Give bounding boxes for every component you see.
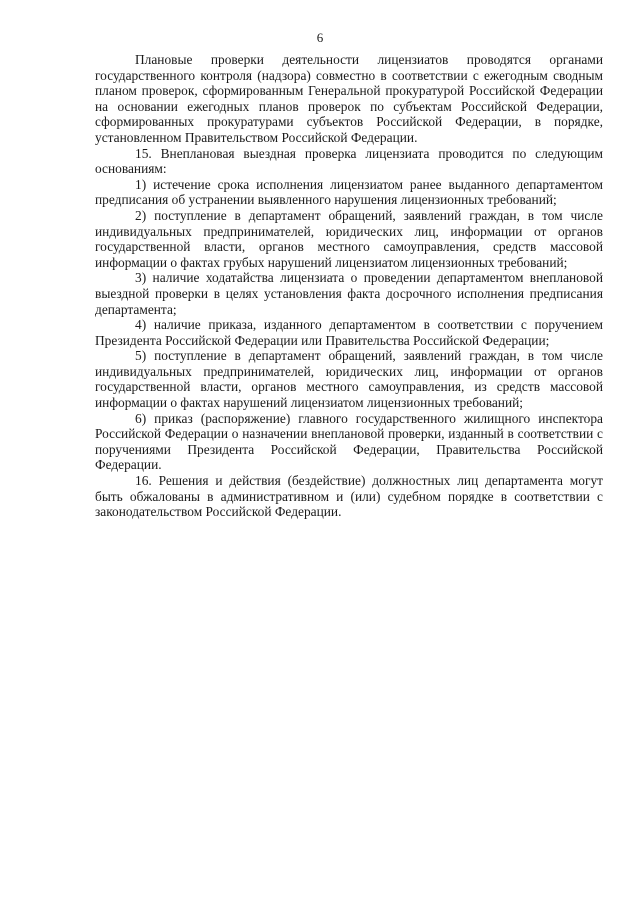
list-item-6-chief-inspector-order: 6) приказ (распоряжение) главного государственного жилищного инспектора Российской Федерации о назначении внеплановой проверки, изданный в соответствии с поручениями Президента Российской Федерации, Правительства Российской Федерации. [95,410,603,473]
document-body [95,52,603,520]
paragraph-15-unscheduled-inspection: 15. Внеплановая выездная проверка лицензиата проводится по следующим основаниям: [95,145,603,177]
list-item-4-department-order: 4) наличие приказа, изданного департаментом в соответствии с поручением Президента Российской Федерации или Правительства Российской Федерации; [95,317,603,348]
paragraph-16-appeals: 16. Решения и действия (бездействие) должностных лиц департамента могут быть обжалованы в административном и (или) судебном порядке в соответствии с законодательством Российской Федерации. [95,473,603,520]
list-item-5-violations-reports: 5) поступление в департамент обращений, заявлений граждан, в том числе индивидуальных предпринимателей, юридических лиц, информации от органов государственной власти, органов местного самоуправления, из средств массовой информации о фактах нарушений лицензиатом лицензионных требований; [95,348,603,411]
paragraph-planned-inspections: Плановые проверки деятельности лицензиатов проводятся органами государственного контроля (надзора) совместно в соответствии с ежегодным сводным планом проверок, сформированным Генеральной прокуратурой Российской Федерации на основании ежегодных планов проверок по субъектам Российской Федерации, сформированных прокуратурами субъектов Российской Федерации, в порядке, установленном Правительством Российской Федерации. [95,52,603,145]
page-number: 6 [316,30,324,45]
list-item-2-gross-violations-reports: 2) поступление в департамент обращений, заявлений граждан, в том числе индивидуальных предпринимателей, юридических лиц, информации от органов государственной власти, органов местного самоуправления, средств массовой информации о фактах грубых нарушений лицензиатом лицензионных требований; [95,207,603,270]
list-item-1-expired-order: 1) истечение срока исполнения лицензиатом ранее выданного департаментом предписания об устранении выявленного нарушения лицензионных требований; [95,176,603,208]
list-item-3-licensee-petition: 3) наличие ходатайства лицензиата о проведении департаментом внеплановой выездной проверки в целях установления факта досрочного исполнения предписания департамента; [95,270,603,317]
